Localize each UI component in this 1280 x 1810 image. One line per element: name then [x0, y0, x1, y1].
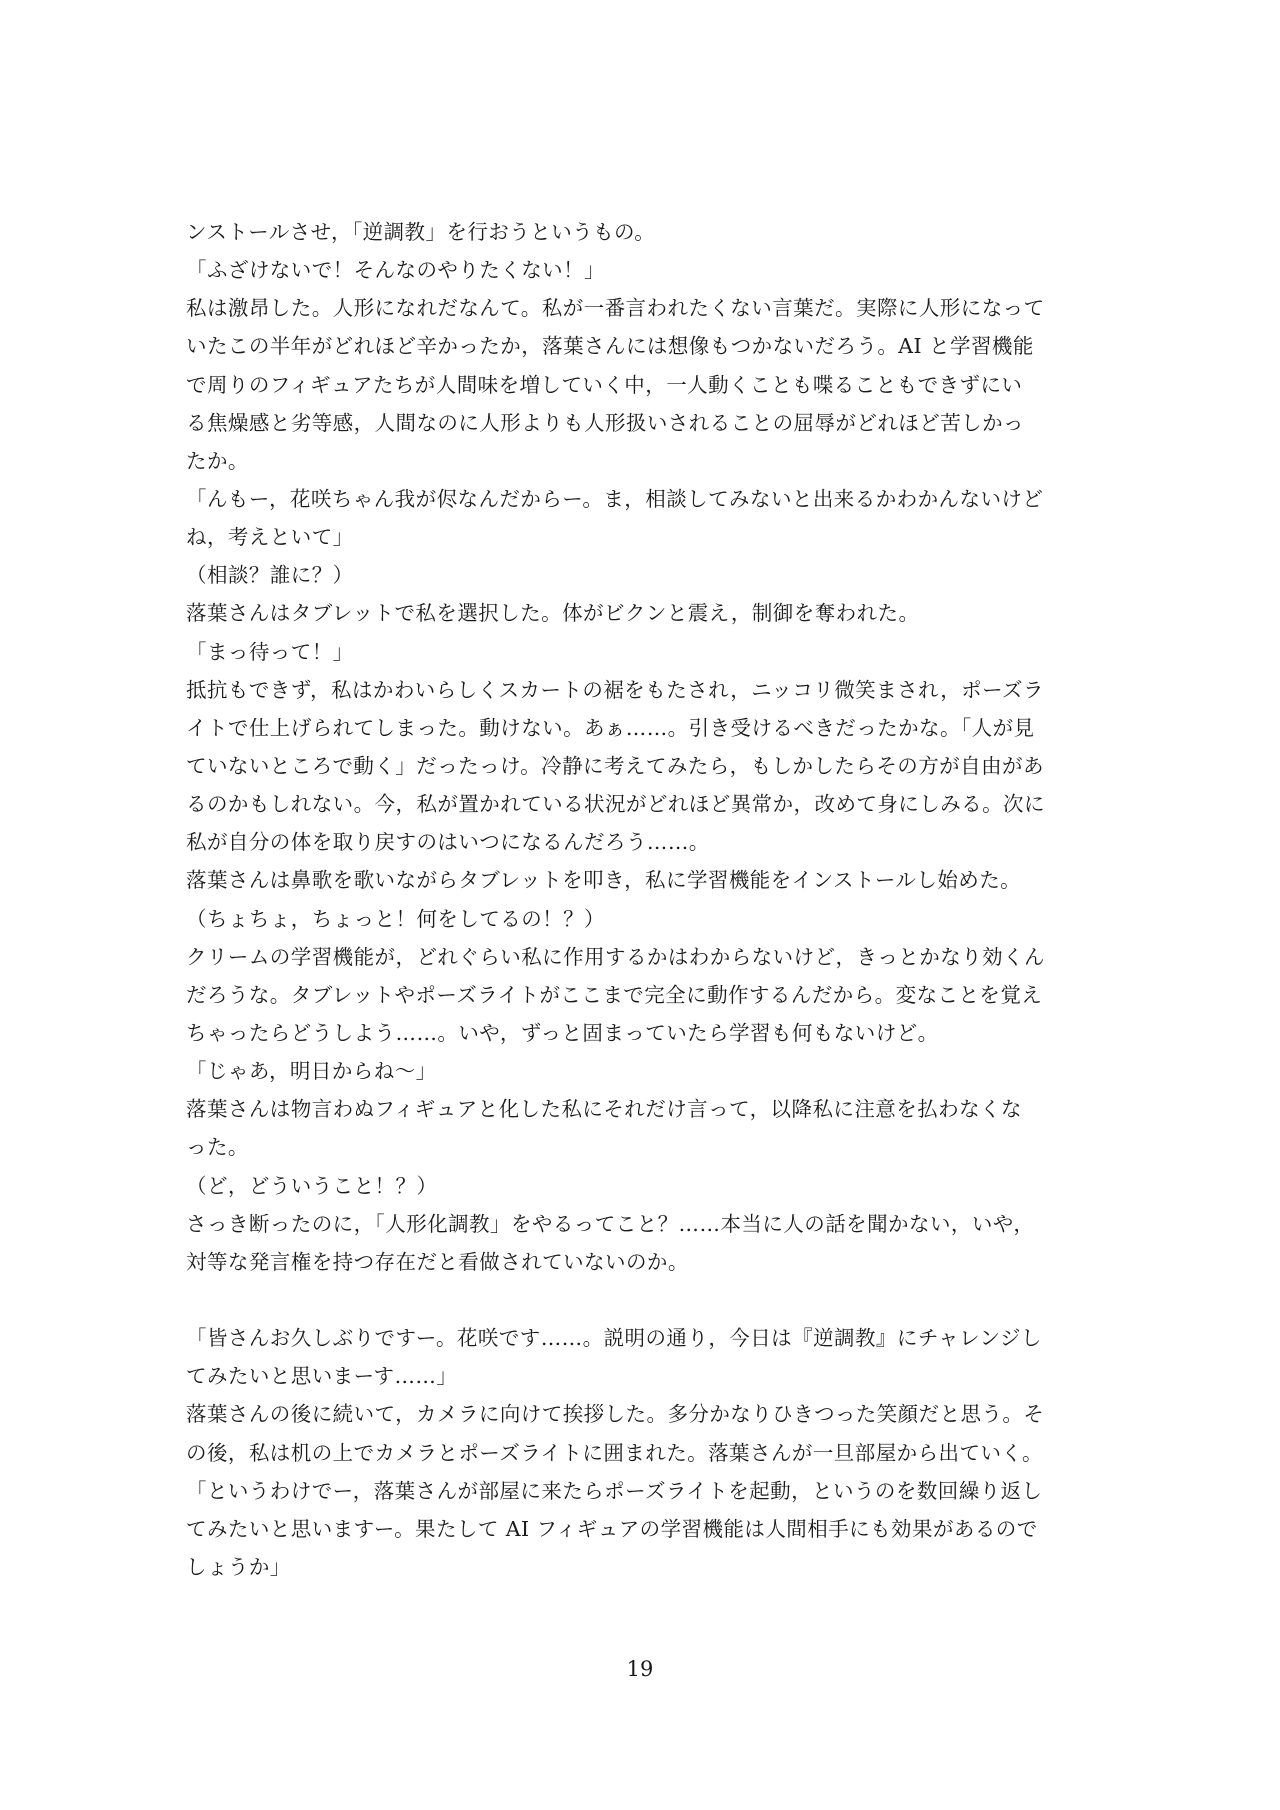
body-text: [186, 213, 1096, 1586]
text-line: ていないところで動く」だったっけ。冷静に考えてみたら，もしかしたらその方が自由があ: [186, 753, 1044, 778]
text-line: 落葉さんは物言わぬフィギュアと化した私にそれだけ言って，以降私に注意を払わなくな: [186, 1097, 1022, 1122]
text-line: てみたいと思いますー。果たして AI フィギュアの学習機能は人間相手にも効果があるので: [186, 1516, 1038, 1541]
text-line: 「ふざけないで！そんなのやりたくない！」: [186, 258, 605, 283]
text-line: 抵抗もできず，私はかわいらしくスカートの裾をもたされ，ニッコリ微笑まされ，ポーズラ: [186, 677, 1044, 702]
text-line: 私は激昂した。人形になれだなんて。私が一番言われたくない言葉だ。実際に人形になって: [186, 296, 1045, 321]
text-line: 私が自分の体を取り戻すのはいつになるんだろう……。: [186, 830, 710, 855]
text-line: さっき断ったのに，「人形化調教」をやるってこと？……本当に人の話を聞かない，いや，: [186, 1211, 1035, 1236]
text-line: 「というわけでー，落葉さんが部屋に来たらポーズライトを起動，というのを数回繰り返し: [186, 1478, 1043, 1503]
text-line: る焦燥感と劣等感，人間なのに人形よりも人形扱いされることの屈辱がどれほど苦しかっ: [186, 410, 1024, 435]
text-line: てみたいと思いまーす……」: [186, 1364, 458, 1389]
text-line: イトで仕上げられてしまった。動けない。あぁ……。引き受けるべきだったかな。「人が見: [186, 715, 1035, 740]
text-line: いたこの半年がどれほど辛かったか，落葉さんには想像もつかないだろう。AI と学習機能: [186, 334, 1034, 359]
text-line: 「まっ待って！」: [186, 639, 354, 664]
text-line: った。: [186, 1135, 249, 1160]
text-line: ちゃったらどうしよう……。いや，ずっと固まっていたら学習も何もないけど。: [186, 1020, 939, 1045]
text-line: （ちょちょ，ちょっと！何をしてるの！？）: [186, 906, 605, 931]
text-line: 落葉さんの後に続いて，カメラに向けて挨拶した。多分かなりひきつった笑顔だと思う。そ: [186, 1402, 1045, 1427]
text-line: たか。: [186, 448, 249, 473]
text-line: ンストールさせ，「逆調教」を行おうというもの。: [186, 220, 656, 244]
text-line: で周りのフィギュアたちが人間味を増していく中，一人動くことも喋ることもできずにい: [186, 372, 1023, 397]
text-line: 落葉さんは鼻歌を歌いながらタブレットを叩き，私に学習機能をインストールし始めた。: [186, 868, 1022, 893]
text-line: クリームの学習機能が，どれぐらい私に作用するかはわからないけど，きっとかなり効くん: [186, 944, 1045, 969]
text-line: 「皆さんお久しぶりですー。花咲です……。説明の通り，今日は『逆調教』にチャレンジし: [186, 1326, 1042, 1351]
text-line: 落葉さんはタブレットで私を選択した。体がビクンと震え，制御を奪われた。: [186, 601, 920, 626]
text-line: （ど，どういうこと！？）: [186, 1173, 438, 1198]
text-line: しょうか」: [186, 1554, 291, 1579]
text-line: （相談？誰に？）: [186, 563, 354, 588]
text-line: の後，私は机の上でカメラとポーズライトに囲まれた。落葉さんが一旦部屋から出ていく。: [186, 1440, 1043, 1465]
text-line: 対等な発言権を持つ存在だと看做されていないのか。: [186, 1249, 689, 1274]
page-number: 19: [626, 1657, 654, 1681]
text-line: だろうな。タブレットやポーズライトがここまで完全に動作するんだから。変なことを覚え: [186, 982, 1043, 1007]
text-line: 「んもー，花咲ちゃん我が侭なんだからー。ま，相談してみないと出来るかわかんないけど: [186, 486, 1044, 511]
text-line: るのかもしれない。今，私が置かれている状況がどれほど異常か，改めて身にしみる。次に: [186, 792, 1045, 817]
text-line: ね，考えといて」: [186, 525, 354, 550]
blank-line: [186, 1281, 1096, 1319]
text-line: 「じゃあ，明日からね～」: [186, 1059, 437, 1084]
